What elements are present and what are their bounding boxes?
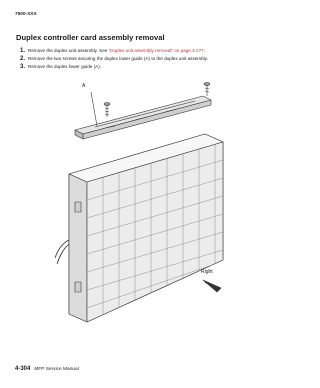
step-text (28, 47, 205, 55)
duplex-unit-drawing (55, 82, 235, 337)
step-1 (20, 47, 290, 55)
step-number: 1. (20, 48, 26, 54)
step-list (20, 47, 290, 71)
page-number: 4-304 (15, 366, 31, 372)
step-text: Remove the duplex lower guide (A). (28, 64, 102, 69)
step-1-period: . (203, 48, 206, 53)
label-right: Right (201, 269, 213, 275)
direction-arrow-icon (203, 280, 221, 292)
step-2 (20, 55, 290, 63)
section-title: Duplex controller card assembly removal (16, 33, 165, 42)
page-footer (15, 366, 79, 372)
label-a: A (82, 83, 86, 89)
step-number: 3. (20, 64, 26, 70)
step-text: Remove the two screws securing the duplex lower guide (A) to the duplex unit assembly. (28, 56, 208, 61)
cross-reference-link[interactable]: “Duplex unit assembly removal” on page 4-277 (108, 48, 204, 53)
duplex-unit-body (69, 134, 223, 322)
step-number: 2. (20, 56, 26, 62)
step-3 (20, 63, 290, 71)
step-1-text: Remove the duplex unit assembly. See (28, 48, 109, 53)
document-code: 7500-XXX (15, 11, 37, 16)
duplex-unit-illustration (55, 82, 235, 337)
manual-title: MFP Service Manual (34, 367, 79, 372)
